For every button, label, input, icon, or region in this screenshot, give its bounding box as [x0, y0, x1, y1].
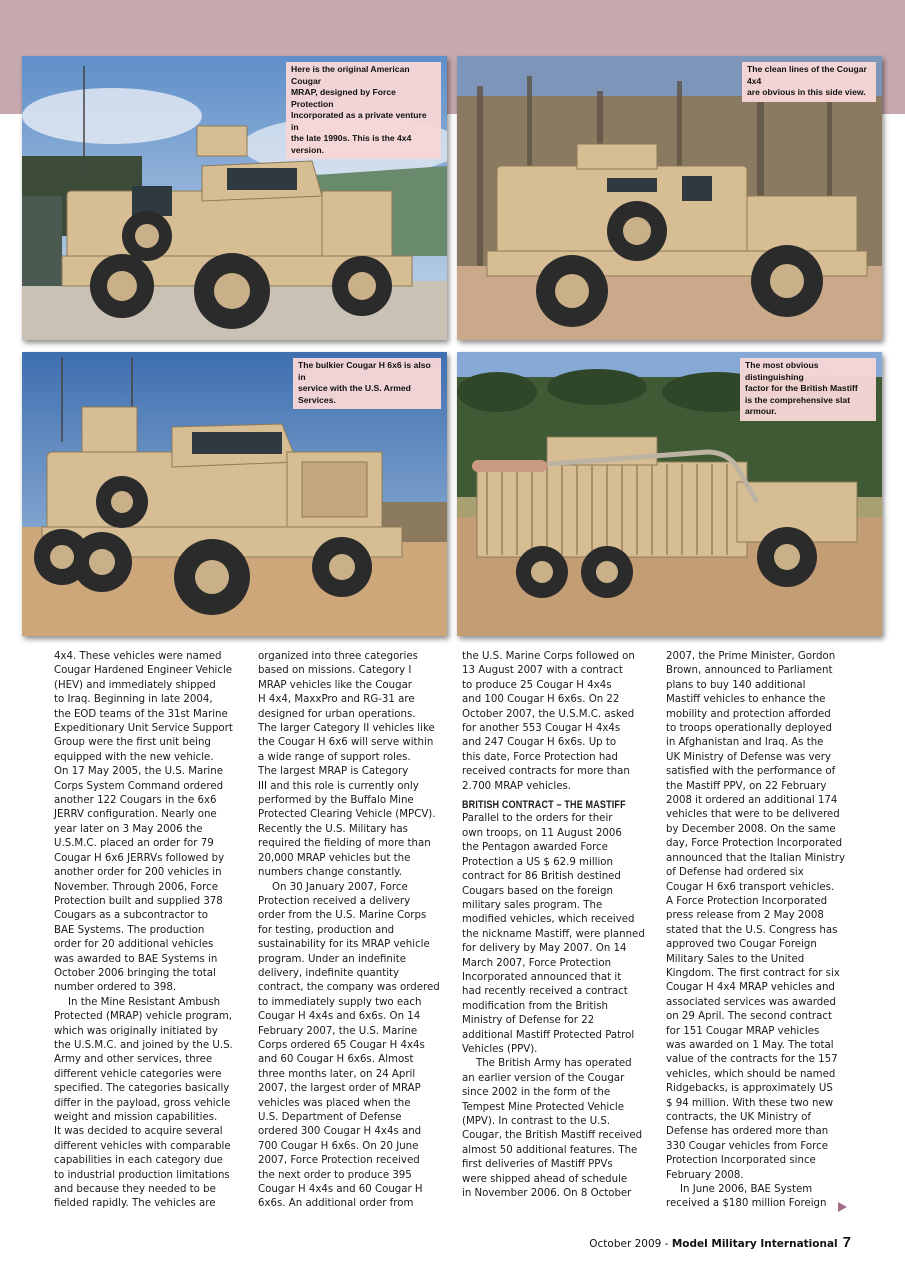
photo-caption: The clean lines of the Cougar 4x4 are obvious in this side view. — [742, 62, 876, 102]
paragraph: the U.S. Marine Corps followed on 13 August 2007 with a contract to produce 25 Cougar H 4x4s and 100 Cougar H 6x6s. On 22 October 2007, the U.S.M.C. asked for another 553 Cougar H 4x4s and 247 Cougar H 6x6s. Up to this date, Force Protection had received contracts for more than 2.700 MRAP vehicles. — [462, 651, 635, 792]
page-footer — [589, 1234, 851, 1251]
paragraph: 2007, the Prime Minister, Gordon Brown, announced to Parliament plans to buy 140 additional Mastiff vehicles to enhance the mobility and protection afforded to troops operationally deployed in Afghanistan and Iraq. As the UK Ministry of Defense was very satisfied with the performance of the Mastiff PPV, on 22 February 2008 it ordered an additional 174 vehicles that were to be delivered by December 2008. On the same day, Force Protection Incorporated announced that the Italian Ministry of Defense had ordered six Cougar H 6x6 transport vehicles. A Force Protection Incorporated press release from 2 May 2008 stated that the U.S. Congress has approved two Cougar Foreign Military Sales to the United Kingdom. The first contract for six Cougar H 4x4 MRAP vehicles and associated services was awarded on 29 April. The second contract for 151 Cougar MRAP vehicles was awarded on 1 May. The total value of the contracts for the 157 vehicles, which should be named Ridgebacks, is approximately US $ 94 million. With these two new contracts, the UK Ministry of Defense has ordered more than 330 Cougar vehicles from Force Protection Incorporated since February 2008. — [666, 651, 846, 1181]
footer-magazine: Model Military International — [671, 1238, 838, 1250]
paragraph: On 30 January 2007, Force Protection received a delivery order from the U.S. Marine Corps for testing, production and sustainability for its MRAP vehicle program. Under an indefinite delivery, indefinite quantity contract, the company was ordered to immediately supply two each Cougar H 4x4s and 6x6s. On 14 February 2007, the U.S. Marine Corps ordered 65 Cougar H 4x4s and 60 Cougar H 6x6s. Almost three months later, on 24 April 2007, the largest order of MRAP vehicles was placed when the U.S. Department of Defense ordered 300 Cougar H 4x4s and 700 Cougar H 6x6s. On 20 June 2007, Force Protection received the next order to produce 395 Cougar H 4x4s and 60 Cougar H 6x6s. An additional order from — [258, 881, 440, 1210]
photo-cougar-6x6 — [22, 352, 447, 636]
article-column-4 — [666, 650, 856, 1212]
article-column-3 — [462, 650, 652, 1201]
photo-caption: Here is the original American Cougar MRAP, designed by Force Protection Incorporated as a private venture in the late 1990s. This is the 4x4 version. — [286, 62, 441, 159]
paragraph: In the Mine Resistant Ambush Protected (MRAP) vehicle program, which was originally initiated by the U.S.M.C. and joined by the U.S. Army and other services, three different vehicle categories were specified. The categories basically differ in the payload, gross vehicle weight and mission capabilities. It was decided to acquire several different vehicles with comparable capabilities in each category due to industrial production limitations and because they needed to be fielded rapidly. The vehicles are — [54, 996, 233, 1210]
section-heading: BRITISH CONTRACT – THE MASTIFF — [462, 799, 626, 812]
photo-mastiff — [457, 352, 882, 636]
paragraph: In June 2006, BAE System received a $180 million Foreign — [666, 1184, 827, 1210]
article-column-2 — [258, 650, 448, 1212]
continue-arrow-icon — [838, 1202, 847, 1212]
paragraph: organized into three categories based on missions. Category I MRAP vehicles like the Cougar H 4x4, MaxxPro and RG-31 are designed for urban operations. The larger Category II vehicles like the Cougar H 6x6 will serve within a wide range of support roles. The largest MRAP is Category III and this role is currently only performed by the Buffalo Mine Protected Clearing Vehicle (MPCV). Recently the U.S. Military has required the fielding of more than 20,000 MRAP vehicles but the numbers change constantly. — [258, 651, 436, 879]
photo-cougar-4x4 — [22, 56, 447, 340]
article-column-1 — [54, 650, 244, 1212]
photo-caption: The most obvious distinguishing factor for the British Mastiff is the comprehensive slat armour. — [740, 358, 876, 421]
paragraph: 4x4. These vehicles were named Cougar Hardened Engineer Vehicle (HEV) and immediately shipped to Iraq. Beginning in late 2004, the EOD teams of the 31st Marine Expeditionary Unit Service Support Group were the first unit being equipped with the new vehicle. On 17 May 2005, the U.S. Marine Corps System Command ordered another 122 Cougars in the 6x6 JERRV configuration. Nearly one year later on 3 May 2006 the U.S.M.C. placed an order for 79 Cougar H 6x6 JERRVs followed by another order for 200 vehicles in November. Through 2006, Force Protection built and supplied 378 Cougars as a subcontractor to BAE Systems. The production order for 20 additional vehicles was awarded to BAE Systems in October 2006 bringing the total number ordered to 398. — [54, 651, 233, 994]
photo-cougar-side — [457, 56, 882, 340]
photo-caption: The bulkier Cougar H 6x6 is also in service with the U.S. Armed Services. — [293, 358, 441, 409]
page-number: 7 — [842, 1234, 851, 1251]
paragraph: The British Army has operated an earlier version of the Cougar since 2002 in the form of the Tempest Mine Protected Vehicle (MPV). In contrast to the U.S. Cougar, the British Mastiff received almost 50 additional features. The first deliveries of Mastiff PPVs were shipped ahead of schedule in November 2006. On 8 October — [462, 1058, 643, 1200]
paragraph: Parallel to the orders for their own troops, on 11 August 2006 the Pentagon awarded Force Protection a US $ 62.9 million contract for 86 British destined Cougars based on the foreign military sales program. The modified vehicles, which received the nickname Mastiff, were planned for delivery by May 2007. On 14 March 2007, Force Protection Incorporated announced that it had recently received a contract modification from the British Ministry of Defense for 22 additional Mastiff Protected Patrol Vehicles (PPV). — [462, 813, 645, 1055]
footer-date: October 2009 - — [589, 1238, 672, 1250]
